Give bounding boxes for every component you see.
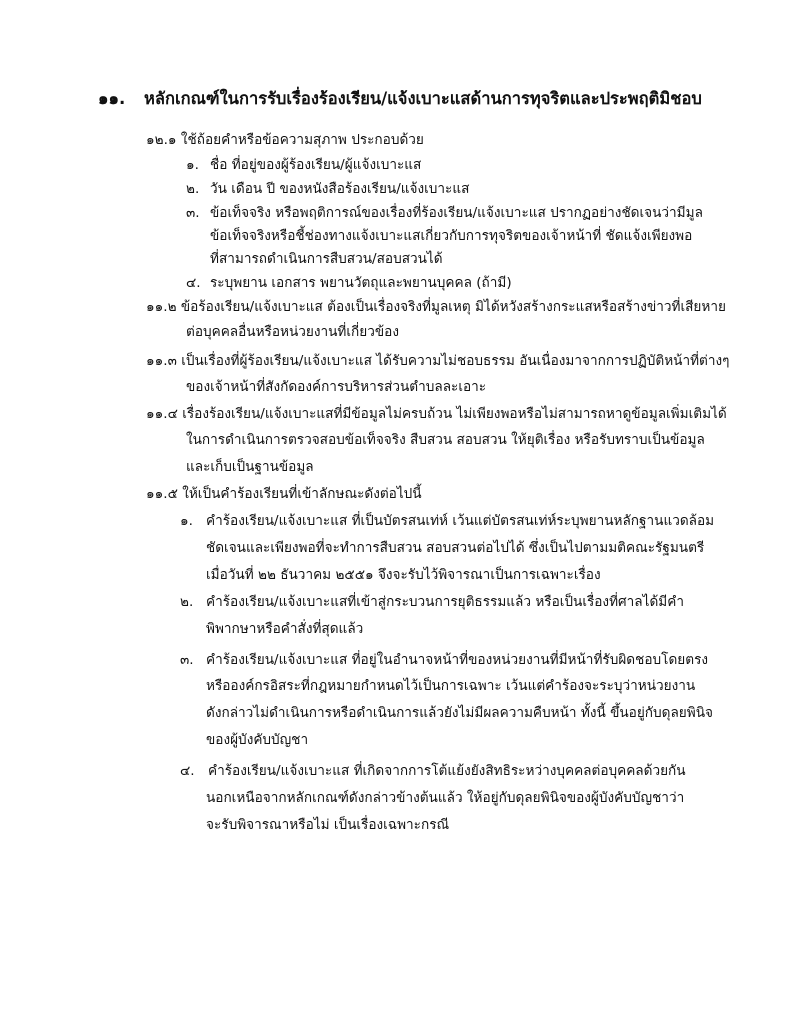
clause-11-3 (146, 353, 729, 369)
item-continuation: พิพากษาหรือคำสั่งที่สุดแล้ว (206, 621, 364, 637)
list-item (180, 513, 714, 529)
item-text: วัน เดือน ปี ของหนังสือร้องเรียน/แจ้งเบาะแส (210, 181, 470, 197)
clause-text: ให้เป็นคำร้องเรียนที่เข้าลักษณะดังต่อไปนี้ (182, 486, 422, 502)
item-continuation: หรือองค์กรอิสระที่กฎหมายกำหนดไว้เป็นการเฉพาะ เว้นแต่คำร้องจะระบุว่าหน่วยงาน (206, 678, 696, 694)
item-text: ข้อเท็จจริง หรือพฤติการณ์ของเรื่องที่ร้องเรียน/แจ้งเบาะแส ปรากฏอย่างชัดเจนว่ามีมูล (210, 205, 703, 221)
item-number: ๒. (180, 594, 194, 610)
item-continuation: ของผู้บังคับบัญชา (206, 732, 309, 748)
clause-text: เรื่องร้องเรียน/แจ้งเบาะแสที่มีข้อมูลไม่ครบถ้วน ไม่เพียงพอหรือไม่สามารถหาดูข้อมูลเพิ่มเติมได้ (182, 406, 727, 422)
clause-11-2 (146, 299, 726, 315)
item-continuation: เมื่อวันที่ ๒๒ ธันวาคม ๒๕๕๑ จึงจะรับไว้พิจารณาเป็นการเฉพาะเรื่อง (206, 567, 601, 583)
item-text: คำร้องเรียน/แจ้งเบาะแสที่เข้าสู่กระบวนการยุติธรรมแล้ว หรือเป็นเรื่องที่ศาลได้มีคำ (206, 594, 684, 610)
item-continuation: ข้อเท็จจริงหรือชี้ช่องทางแจ้งเบาะแสเกี่ยวกับการทุจริตของเจ้าหน้าที่ ชัดแจ้งเพียงพอ (210, 228, 693, 244)
item-continuation: ที่สามารถดำเนินการสืบสวน/สอบสวนได้ (210, 251, 443, 267)
item-number: ๔. (186, 275, 201, 291)
item-text: ระบุพยาน เอกสาร พยานวัตถุและพยานบุคคล (ถ้ามี) (210, 275, 512, 291)
list-item (186, 275, 512, 291)
clause-continuation: ในการดำเนินการตรวจสอบข้อเท็จจริง สืบสวน สอบสวน ให้ยุติเรื่อง หรือรับทราบเป็นข้อมูล (186, 432, 705, 448)
clause-continuation: ต่อบุคคลอื่นหรือหน่วยงานที่เกี่ยวข้อง (186, 324, 399, 340)
clause-text: ใช้ถ้อยคำหรือข้อความสุภาพ ประกอบด้วย (180, 132, 424, 148)
item-continuation: ดังกล่าวไม่ดำเนินการหรือดำเนินการแล้วยังไม่มีผลความคืบหน้า ทั้งนี้ ขึ้นอยู่กับดุลยพินิจ (206, 705, 713, 721)
clause-continuation: ของเจ้าหน้าที่สังกัดองค์การบริหารส่วนตำบลละเอาะ (186, 379, 487, 395)
clause-continuation: และเก็บเป็นฐานข้อมูล (186, 459, 314, 475)
list-item (180, 594, 684, 610)
item-text: ชื่อ ที่อยู่ของผู้ร้องเรียน/ผู้แจ้งเบาะแส (210, 157, 422, 173)
clause-label: ๑๑.๔ (146, 406, 178, 422)
clause-label: ๑๑.๒ (146, 299, 177, 315)
item-number: ๑. (180, 513, 193, 529)
item-continuation: นอกเหนือจากหลักเกณฑ์ดังกล่าวข้างต้นแล้ว ให้อยู่กับดุลยพินิจของผู้บังคับบัญชาว่า (206, 790, 685, 806)
item-continuation: ชัดเจนและเพียงพอที่จะทำการสืบสวน สอบสวนต่อไปได้ ซึ่งเป็นไปตามมติคณะรัฐมนตรี (206, 540, 705, 556)
clause-text: ข้อร้องเรียน/แจ้งเบาะแส ต้องเป็นเรื่องจริงที่มูลเหตุ มิได้หวังสร้างกระแสหรือสร้างข่าวที่เสียหาย (180, 299, 726, 315)
clause-label: ๑๑.๓ (146, 353, 177, 369)
clause-label: ๑๒.๑ (146, 132, 177, 148)
clause-12-1 (146, 132, 424, 148)
item-number: ๒. (186, 181, 200, 197)
item-number: ๔. (180, 763, 195, 779)
clause-text: เป็นเรื่องที่ผู้ร้องเรียน/แจ้งเบาะแส ได้รับความไม่ชอบธรรม อันเนื่องมาจากการปฏิบัติหน้าที่ต่างๆ (181, 353, 730, 369)
list-item (186, 181, 469, 197)
list-item (186, 157, 421, 173)
section-heading (98, 86, 758, 112)
item-text: คำร้องเรียน/แจ้งเบาะแส ที่อยู่ในอำนาจหน้าที่ของหน่วยงานที่มีหน้าที่รับผิดชอบโดยตรง (206, 652, 709, 668)
heading-number: ๑๑. (98, 89, 126, 108)
list-item (180, 763, 686, 779)
clause-label: ๑๑.๕ (146, 486, 178, 502)
clause-11-4 (146, 406, 727, 422)
heading-title: หลักเกณฑ์ในการรับเรื่องร้องเรียน/แจ้งเบาะแสด้านการทุจริตและประพฤติมิชอบ (144, 89, 702, 108)
list-item (180, 652, 708, 668)
list-item (186, 205, 703, 221)
clause-11-5 (146, 486, 422, 502)
item-number: ๓. (180, 652, 194, 668)
item-continuation: จะรับพิจารณาหรือไม่ เป็นเรื่องเฉพาะกรณี (206, 817, 450, 833)
item-number: ๑. (186, 157, 199, 173)
item-text: คำร้องเรียน/แจ้งเบาะแส ที่เป็นบัตรสนเท่ห์ เว้นแต่บัตรสนเท่ห์ระบุพยานหลักฐานแวดล้อม (206, 513, 715, 529)
item-number: ๓. (186, 205, 200, 221)
item-text: คำร้องเรียน/แจ้งเบาะแส ที่เกิดจากการโต้แย้งยังสิทธิระหว่างบุคคลต่อบุคคลด้วยกัน (208, 763, 686, 779)
